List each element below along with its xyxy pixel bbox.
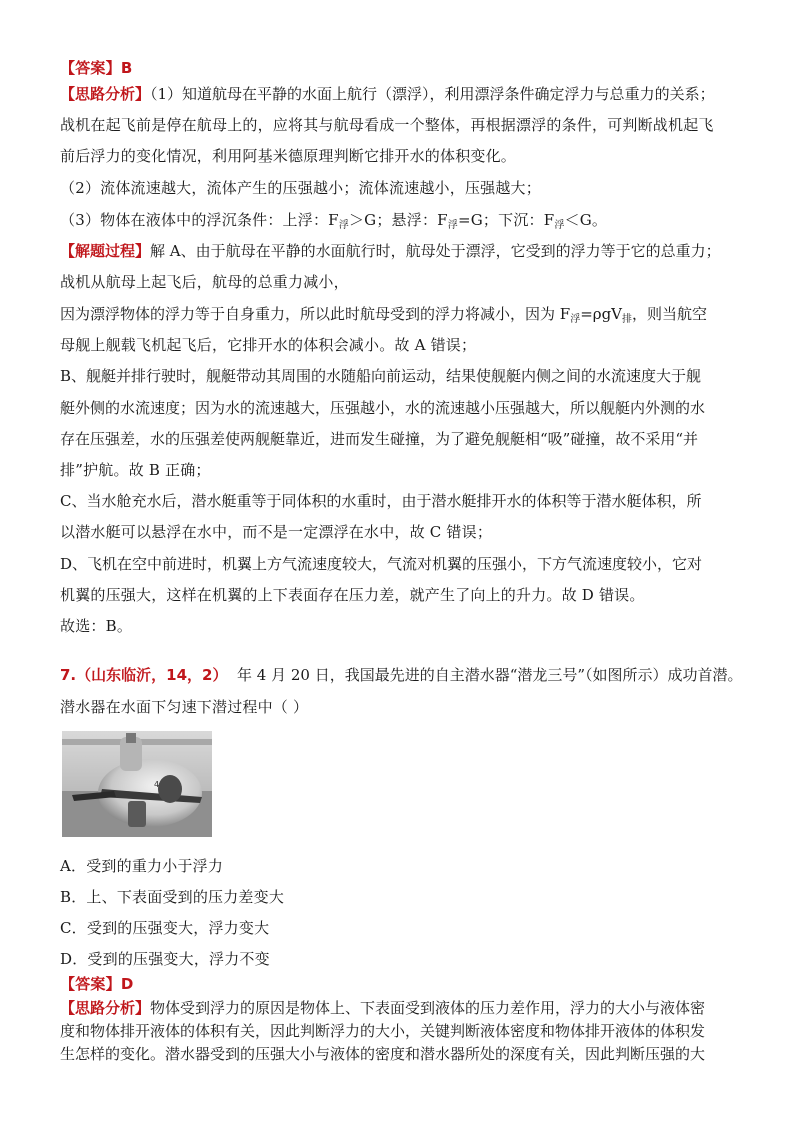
process-line-6: 艇外侧的水流速度；因为水的流速越大，压强越小，水的流速越小压强越大，所以舰艇内外测的水 bbox=[60, 399, 706, 417]
point-3 bbox=[60, 210, 607, 236]
answer-value-2: D bbox=[120, 975, 134, 993]
analysis-text-1: （1）知道航母在平静的水面上航行（漂浮），利用漂浮条件确定浮力与总重力的关系； bbox=[150, 85, 715, 103]
answer-line bbox=[60, 58, 132, 78]
analysis-2-line-3: 生怎样的变化。潜水器受到的压强大小与液体的密度和潜水器所处的深度有关，因此判断压强的大 bbox=[60, 1045, 706, 1063]
process-line-8: 排”护航。故 B 正确； bbox=[60, 461, 211, 479]
analysis-line-1 bbox=[60, 84, 715, 104]
process-line-5: B、舰艇并排行驶时，舰艇带动其周围的水随船向前运动，结果使舰艇内侧之间的水流速度大于舰 bbox=[60, 367, 702, 385]
process-line-9: C、当水舱充水后，潜水艇重等于同体积的水重时，由于潜水艇排开水的体积等于潜水艇体积，所 bbox=[60, 492, 702, 510]
answer-line-2 bbox=[60, 974, 133, 994]
analysis-tag: 【思路分析】 bbox=[60, 85, 151, 103]
point-3-c: =G；下沉：F bbox=[457, 211, 555, 229]
analysis-2-line-2: 度和物体排开液体的体积有关，因此判断浮力的大小，关键判断液体密度和物体排开液体的体积发 bbox=[60, 1022, 706, 1040]
question-7-stem-1 bbox=[60, 665, 743, 685]
process-line-1 bbox=[60, 241, 721, 261]
process-3-c: ，则当航空 bbox=[632, 305, 708, 323]
process-line-2: 战机从航母上起飞后，航母的总重力减小， bbox=[60, 273, 349, 291]
point-3-sub-1: 浮 bbox=[338, 220, 349, 231]
analysis-tag-2: 【思路分析】 bbox=[60, 999, 151, 1017]
point-3-sub-2: 浮 bbox=[447, 220, 458, 231]
process-line-3 bbox=[60, 304, 707, 330]
point-3-a: （3）物体在液体中的浮沉条件：上浮：F bbox=[60, 211, 339, 229]
point-3-b: ＞G；悬浮：F bbox=[348, 211, 448, 229]
question-number: 7.（山东临沂，14，2） bbox=[60, 666, 228, 684]
process-line-12: 机翼的压强大，这样在机翼的上下表面存在压力差，就产生了向上的升力。故 D 错误。 bbox=[60, 586, 645, 604]
point-2: （2）流体流速越大，流体产生的压强越小；流体流速越小，压强越大； bbox=[60, 179, 541, 197]
analysis-line-3: 前后浮力的变化情况，利用阿基米德原理判断它排开水的体积变化。 bbox=[60, 147, 517, 165]
analysis-line-2: 战机在起飞前是停在航母上的，应将其与航母看成一个整体，再根据漂浮的条件，可判断战机起飞 bbox=[60, 116, 714, 134]
option-c: C．受到的压强变大，浮力变大 bbox=[60, 919, 270, 937]
process-tag: 【解题过程】 bbox=[60, 242, 151, 260]
process-3-a: 因为漂浮物体的浮力等于自身重力，所以此时航母受到的浮力将减小，因为 F bbox=[60, 305, 571, 323]
process-line-11: D、飞机在空中前进时，机翼上方气流速度较大，气流对机翼的压强小，下方气流速度较小，它对 bbox=[60, 555, 703, 573]
process-line-10: 以潜水艇可以悬浮在水中，而不是一定漂浮在水中，故 C 错误； bbox=[60, 523, 493, 541]
option-b: B．上、下表面受到的压力差变大 bbox=[60, 888, 285, 906]
process-line-13: 故选：B。 bbox=[60, 617, 133, 635]
submersible-photo bbox=[62, 731, 212, 837]
process-line-4: 母舰上舰载飞机起飞后，它排开水的体积会减小。故 A 错误； bbox=[60, 336, 477, 354]
process-3-sub-1: 浮 bbox=[570, 314, 581, 325]
question-stem-1: 年 4 月 20 日，我国最先进的自主潜水器“潜龙三号”（如图所示）成功首潜。 bbox=[237, 666, 743, 684]
analysis-2-text-1: 物体受到浮力的原因是物体上、下表面受到液体的压力差作用，浮力的大小与液体密 bbox=[150, 999, 706, 1017]
process-3-sub-2: 排 bbox=[622, 314, 633, 325]
process-3-b: =ρgV bbox=[580, 305, 623, 323]
svg-text:4: 4 bbox=[154, 780, 160, 789]
point-3-sub-3: 浮 bbox=[554, 220, 565, 231]
point-3-d: ＜G。 bbox=[564, 211, 608, 229]
question-7-stem-2: 潜水器在水面下匀速下潜过程中（ ） bbox=[60, 698, 309, 716]
answer-value: B bbox=[120, 59, 133, 77]
process-text-1: 解 A、由于航母在平静的水面航行时，航母处于漂浮，它受到的浮力等于它的总重力； bbox=[150, 242, 721, 260]
answer-tag-2: 【答案】 bbox=[60, 975, 121, 993]
option-a: A．受到的重力小于浮力 bbox=[60, 857, 224, 875]
option-d: D．受到的压强变大，浮力不变 bbox=[60, 950, 270, 968]
process-line-7: 存在压强差，水的压强差使两舰艇靠近，进而发生碰撞，为了避免舰艇相“吸”碰撞，故不采用“并 bbox=[60, 430, 699, 448]
analysis-2-line-1 bbox=[60, 998, 705, 1018]
answer-tag: 【答案】 bbox=[60, 59, 121, 77]
